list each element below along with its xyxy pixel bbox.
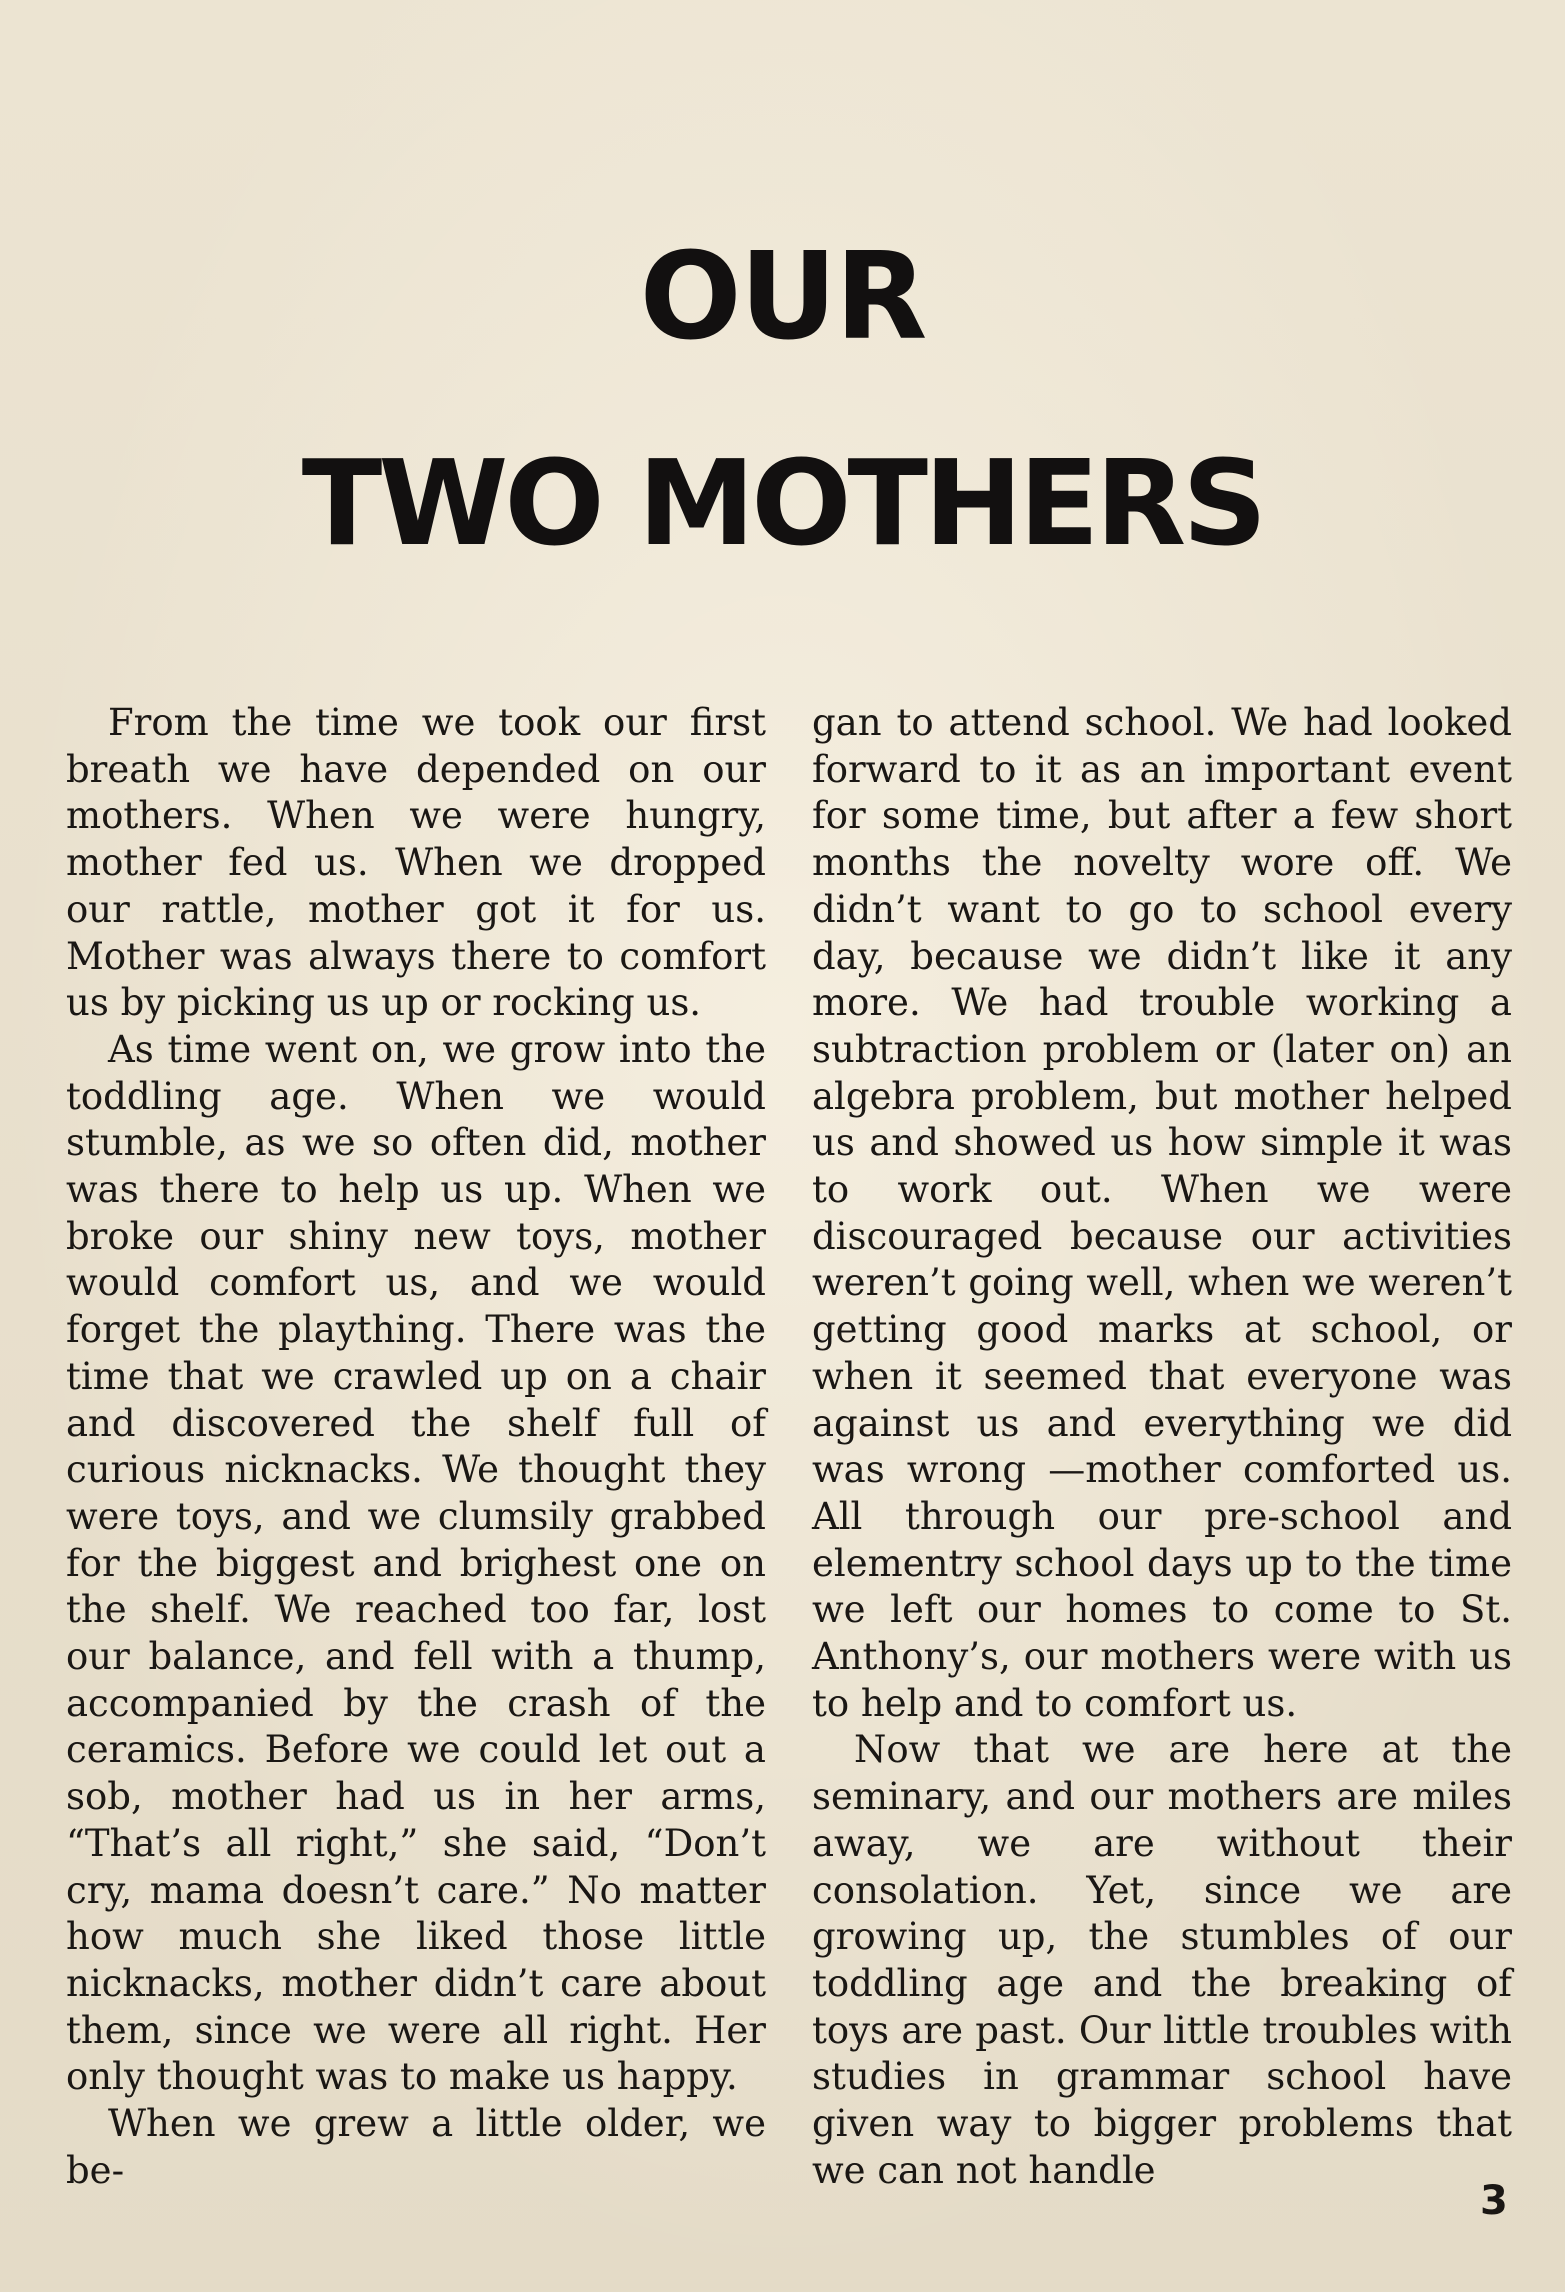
right-column [812, 700, 1512, 2195]
paragraph-5: Now that we are here at the seminary, and our mothers are miles away, we are without their consolation. Yet, since we are growing up, the stumbles of our toddling age and the breaking of toys are past. Our little troubles with studies in grammar school have given way to bigger problems that we can not handle [812, 1728, 1512, 2192]
title-line-two-mothers: TWO MOTHERS [301, 434, 1264, 572]
title-line-our: OUR [639, 228, 926, 367]
paragraph-4: gan to attend school. We had looked forward to it as an important event for some time, but after a few short months the novelty wore off. We didn’t want to go to school every day, because we didn’t like it any more. We had trouble working a subtraction problem or (later on) an algebra problem, but mother helped us and showed us how simple it was to work out. When we were discouraged because our activities weren’t going well, when we weren’t getting good marks at school, or when it seemed that everyone was against us and everything we did was wrong —mother comforted us. All through our pre-school and elementry school days up to the time we left our homes to come to St. Anthony’s, our mothers were with us to help and to comfort us. [812, 701, 1512, 1725]
left-column [66, 700, 766, 2195]
page-number: 3 [1480, 2178, 1508, 2224]
paragraph-1: From the time we took our first breath we have depended on our mothers. When we were hungry, mother fed us. When we dropped our rattle, mother got it for us. Mother was always there to comfort us by picking us up or rocking us. [66, 701, 766, 1025]
paragraph-3: When we grew a little older, we be- [66, 2102, 766, 2192]
paragraph-2: As time went on, we grow into the toddling age. When we would stumble, as we so often did, mother was there to help us up. When we broke our shiny new toys, mother would comfort us, and we would forget the plaything. There was the time that we crawled up on a chair and discovered the shelf full of curious nicknacks. We thought they were toys, and we clumsily grabbed for the biggest and brighest one on the shelf. We reached too far, lost our balance, and fell with a thump, accompanied by the crash of the ceramics. Before we could let out a sob, mother had us in her arms, “That’s all right,” she said, “Don’t cry, mama doesn’t care.” No matter how much she liked those little nicknacks, mother didn’t care about them, since we were all right. Her only thought was to make us happy. [66, 1027, 766, 2099]
